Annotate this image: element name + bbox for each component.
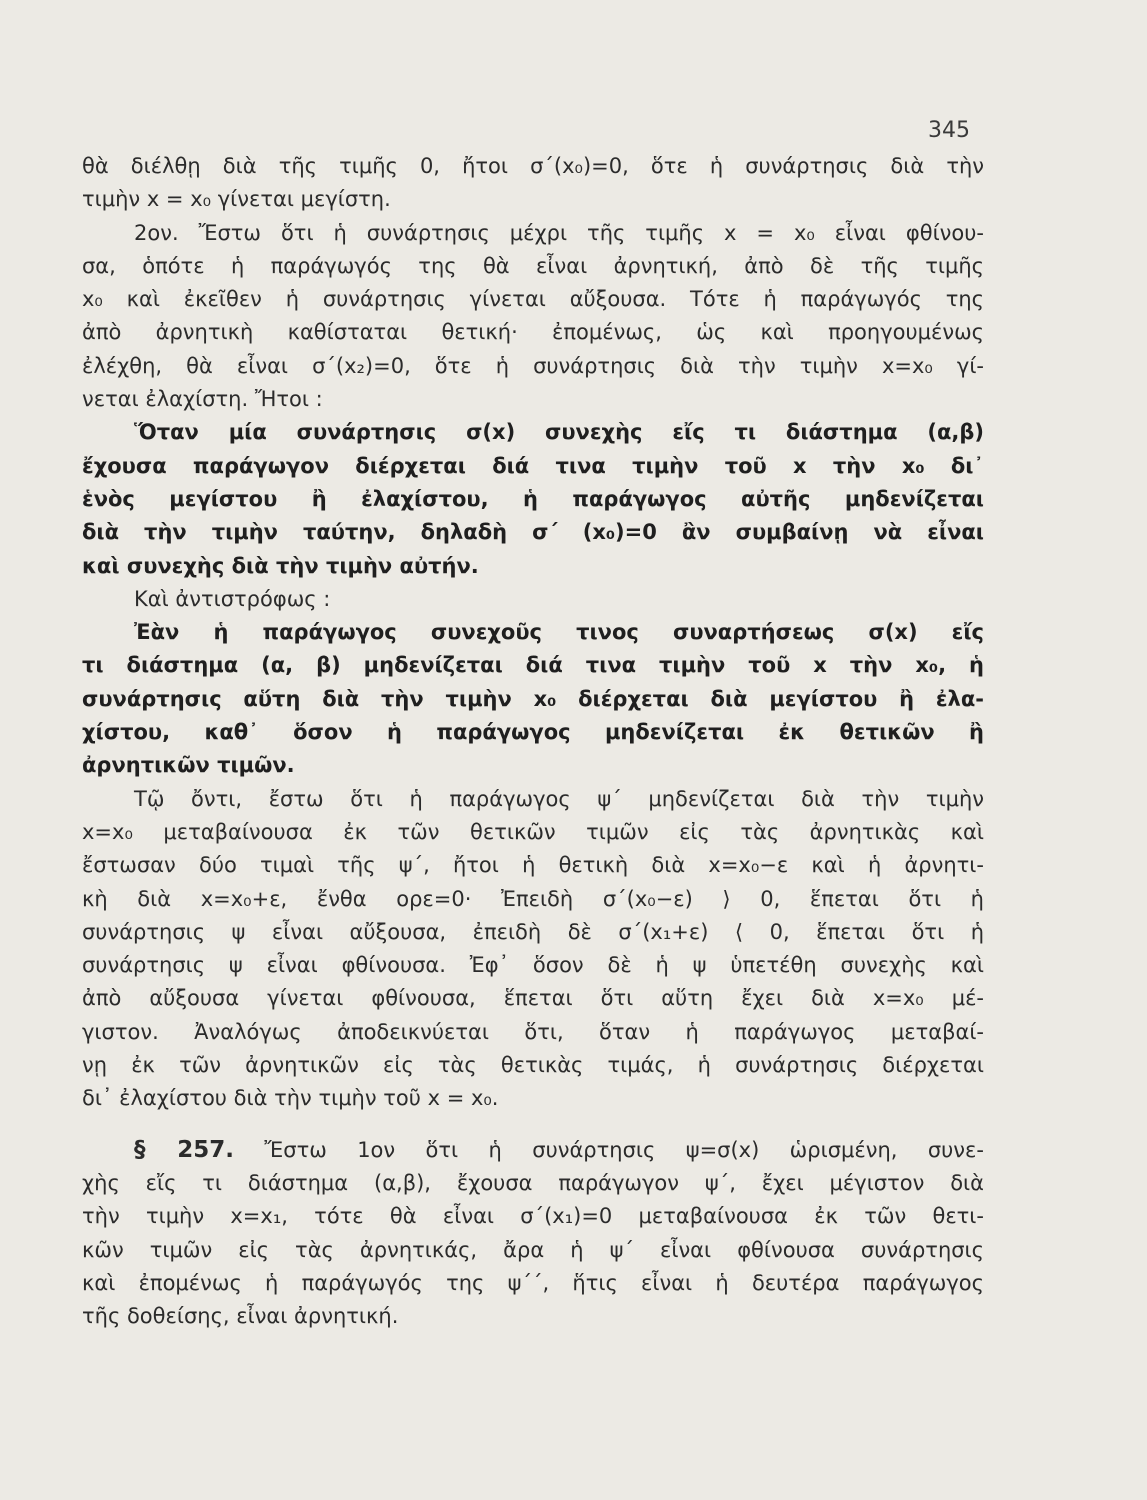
text-line: χὴς εἴς τι διάστημα (α,β), ἔχουσα παράγωγον ψ΄, ἔχει μέγιστον διὰ [82, 1170, 984, 1195]
converse-theorem [82, 616, 984, 782]
text-line: συνάρτησις ψ εἶναι φθίνουσα. Ἐφ᾽ ὅσον δὲ ἡ ψ ὑπετέθη συνεχὴς καὶ [82, 953, 984, 978]
theorem-line: συνάρτησις αὕτη διὰ τὴν τιμὴν x₀ διέρχεται διὰ μεγίστου ἢ ἐλα- [82, 686, 984, 711]
theorem-line: ἔχουσα παράγωγον διέρχεται διά τινα τιμὴν τοῦ x τὴν x₀ δι᾽ [82, 453, 984, 478]
section-257 [82, 1134, 984, 1334]
text-line: x₀ καὶ ἐκεῖθεν ἡ συνάρτησις γίνεται αὔξουσα. Τότε ἡ παράγωγός της [82, 287, 984, 312]
converse-intro: Καὶ ἀντιστρόφως : [134, 586, 331, 611]
text-line: σα, ὁπότε ἡ παράγωγός της θὰ εἶναι ἀρνητική, ἀπὸ δὲ τῆς τιμῆς [82, 253, 984, 278]
section-number: § 257. [134, 1136, 234, 1163]
theorem-line: ἀρνητικῶν τιμῶν. [82, 753, 295, 778]
text-line: ἐλέχθη, θὰ εἶναι σ΄(x₂)=0, ὅτε ἡ συνάρτησις διὰ τὴν τιμὴν x=x₀ γί- [82, 353, 984, 378]
theorem-line: τι διάστημα (α, β) μηδενίζεται διά τινα τιμὴν τοῦ x τὴν x₀, ἡ [82, 653, 984, 678]
theorem-statement [82, 416, 984, 582]
section-spacer [82, 1116, 984, 1134]
theorem-line: ἑνὸς μεγίστου ἢ ἐλαχίστου, ἡ παράγωγος αὐτῆς μηδενίζεται [82, 486, 984, 511]
theorem-line: Ἐὰν ἡ παράγωγος συνεχοῦς τινος συναρτήσεως σ(x) εἴς [134, 620, 984, 645]
paragraph-case-two [82, 217, 984, 417]
text-line: 2ον. Ἔστω ὅτι ἡ συνάρτησις μέχρι τῆς τιμῆς x = x₀ εἶναι φθίνου- [134, 220, 984, 245]
theorem-line: χίστου, καθ᾽ ὅσον ἡ παράγωγος μηδενίζεται ἐκ θετικῶν ἢ [82, 720, 984, 745]
paragraph-continuation [82, 150, 984, 217]
text-line: τὴν τιμὴν x=x₁, τότε θὰ εἶναι σ΄(x₁)=0 μεταβαίνουσα ἐκ τῶν θετι- [82, 1204, 984, 1229]
text-line: ἀπὸ αὔξουσα γίνεται φθίνουσα, ἕπεται ὅτι αὕτη ἔχει διὰ x=x₀ μέ- [82, 986, 984, 1011]
text-line: συνάρτησις ψ εἶναι αὔξουσα, ἐπειδὴ δὲ σ΄(x₁+ε) ⟨ 0, ἕπεται ὅτι ἡ [82, 919, 984, 944]
section-first-line [82, 1134, 984, 1167]
text-line: τῆς δοθείσης, εἶναι ἀρνητική. [82, 1304, 399, 1329]
text-line: νῃ ἐκ τῶν ἀρνητικῶν εἰς τὰς θετικὰς τιμάς, ἡ συνάρτησις διέρχεται [82, 1053, 984, 1078]
theorem-line: καὶ συνεχὴς διὰ τὴν τιμὴν αὐτήν. [82, 553, 479, 578]
text-line: x=x₀ μεταβαίνουσα ἐκ τῶν θετικῶν τιμῶν εἰς τὰς ἀρνητικὰς καὶ [82, 819, 984, 844]
text-line: ἔστωσαν δύο τιμαὶ τῆς ψ΄, ἤτοι ἡ θετικὴ διὰ x=x₀−ε καὶ ἡ ἀρνητι- [82, 853, 984, 878]
page-text [82, 150, 984, 1333]
proof-paragraph [82, 783, 984, 1116]
text-line: κὴ διὰ x=x₀+ε, ἔνθα ορε=0· Ἐπειδὴ σ΄(x₀−ε) ⟩ 0, ἕπεται ὅτι ἡ [82, 886, 984, 911]
text-line: θὰ διέλθῃ διὰ τῆς τιμῆς 0, ἤτοι σ΄(x₀)=0, ὅτε ἡ συνάρτησις διὰ τὴν [82, 154, 984, 178]
text-line: κῶν τιμῶν εἰς τὰς ἀρνητικάς, ἄρα ἡ ψ΄ εἶναι φθίνουσα συνάρτησις [82, 1237, 984, 1262]
text-line: καὶ ἐπομένως ἡ παράγωγός της ψ΄΄, ἥτις εἶναι ἡ δευτέρα παράγωγος [82, 1270, 984, 1295]
text-line: Τῷ ὄντι, ἔστω ὅτι ἡ παράγωγος ψ΄ μηδενίζεται διὰ τὴν τιμὴν [134, 786, 984, 811]
section-first-line-text: Ἔστω 1ον ὅτι ἡ συνάρτησις ψ=σ(x) ὡρισμένη, συνε- [264, 1137, 984, 1162]
text-line: γιστον. Ἀναλόγως ἀποδεικνύεται ὅτι, ὅταν ἡ παράγωγος μεταβαί- [82, 1019, 984, 1044]
text-line: δι᾽ ἐλαχίστου διὰ τὴν τιμὴν τοῦ x = x₀. [82, 1086, 499, 1111]
page-number: 345 [928, 118, 970, 143]
theorem-line: διὰ τὴν τιμὴν ταύτην, δηλαδὴ σ΄ (x₀)=0 ἂν συμβαίνῃ νὰ εἶναι [82, 520, 984, 545]
text-line: τιμὴν x = x₀ γίνεται μεγίστη. [82, 187, 391, 212]
text-line: ἀπὸ ἀρνητικὴ καθίσταται θετική· ἐπομένως, ὡς καὶ προηγουμένως [82, 320, 984, 345]
text-line: νεται ἐλαχίστη. Ἤτοι : [82, 387, 323, 412]
theorem-line: Ὅταν μία συνάρτησις σ(x) συνεχὴς εἴς τι διάστημα (α,β) [134, 420, 984, 445]
